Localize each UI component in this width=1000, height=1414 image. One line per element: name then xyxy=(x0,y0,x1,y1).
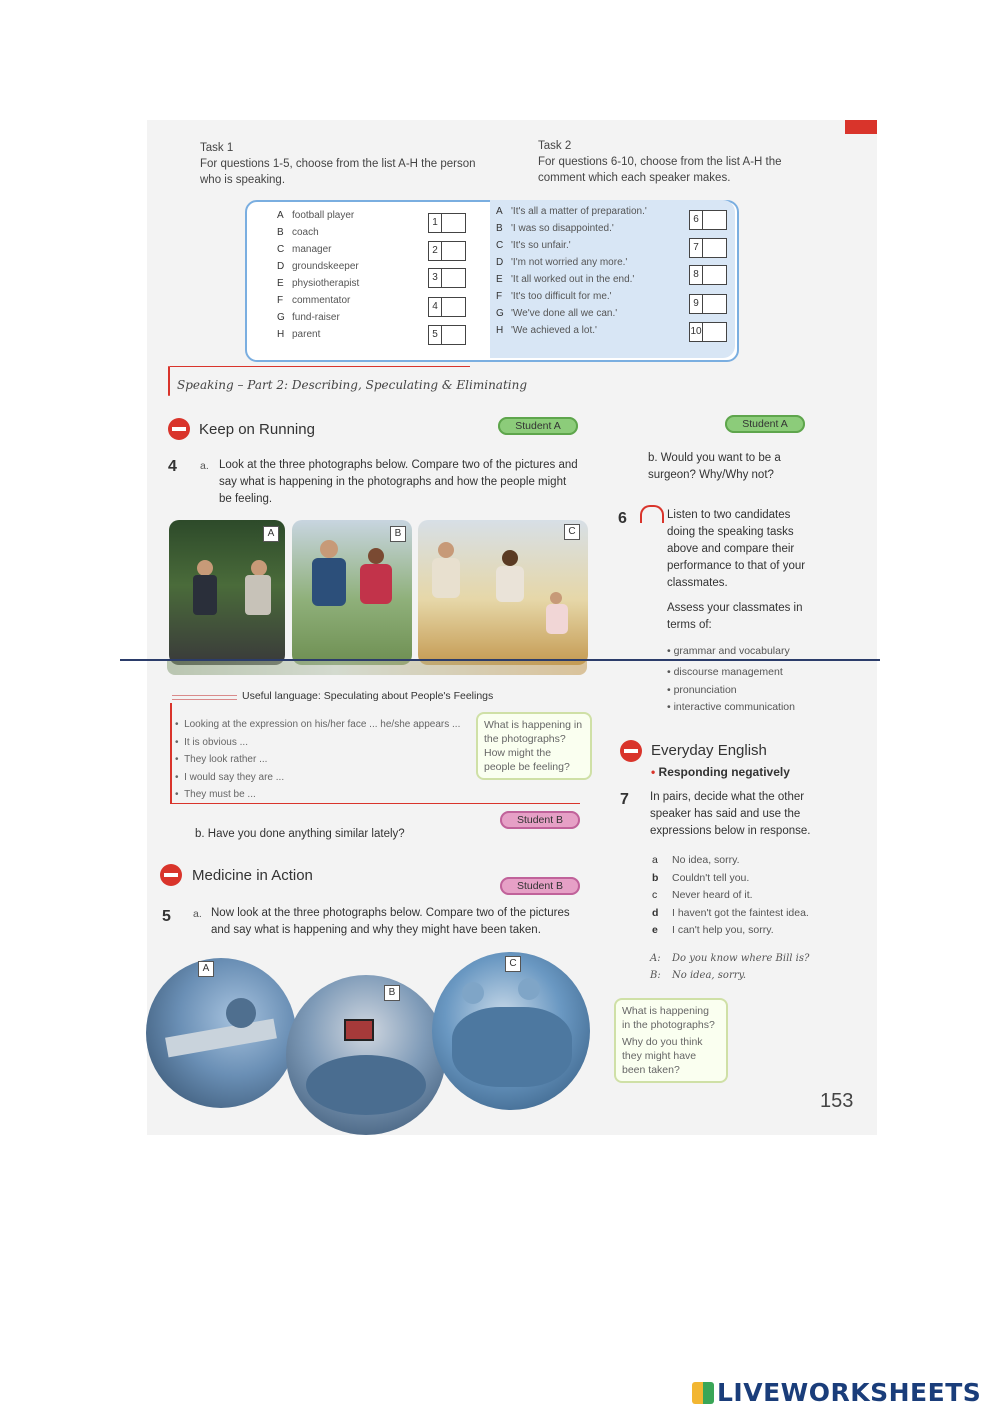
assess-list xyxy=(667,643,790,661)
student-a-badge: Student A xyxy=(725,415,805,433)
assess-item: • pronunciation xyxy=(667,683,737,696)
task2-instruction: For questions 6-10, choose from the list A-H the comment which each speaker makes. xyxy=(538,156,782,184)
liveworksheets-logo: LIVEWORKSHEETS xyxy=(692,1378,981,1407)
list-item: A football player xyxy=(277,210,355,221)
dialogue-line: B: No idea, sorry. xyxy=(650,970,746,981)
task1-instruction: For questions 1-5, choose from the list A-H the person who is speaking. xyxy=(200,158,476,186)
list-item: B 'I was so disappointed.' xyxy=(496,223,614,234)
question-number-5: 5 xyxy=(162,908,171,925)
list-item: B coach xyxy=(277,227,319,238)
photo-family-c xyxy=(418,520,588,665)
answer-box-10[interactable]: 10 xyxy=(689,322,727,342)
list-item: C 'It's so unfair.' xyxy=(496,240,571,251)
headphones-icon xyxy=(640,505,664,523)
useful-sideline xyxy=(170,703,172,803)
answer-box-4[interactable]: 4 xyxy=(428,297,466,317)
assess-item: • grammar and vocabulary xyxy=(667,645,790,657)
photo-joggers-a xyxy=(169,520,285,665)
list-item: H parent xyxy=(277,329,321,340)
useful-language-title: Useful language: Speculating about People's Feelings xyxy=(242,690,494,702)
question-number-7: 7 xyxy=(620,791,629,808)
list-item: H 'We achieved a lot.' xyxy=(496,325,597,336)
photo-surgery-c xyxy=(432,952,590,1110)
comments-list xyxy=(496,206,647,342)
assess-item: • interactive communication xyxy=(667,701,795,713)
speaking-heading: Speaking – Part 2: Describing, Speculating & Eliminating xyxy=(177,378,528,392)
answer-box-7[interactable]: 7 xyxy=(689,238,727,258)
list-item: G fund-raiser xyxy=(277,312,340,323)
useful-list xyxy=(175,716,475,804)
bubble-text: What is happening in the photographs? xyxy=(622,1005,715,1031)
responding-subtitle: • Responding negatively xyxy=(651,765,790,779)
part-letter: a. xyxy=(193,908,202,920)
speech-bubble-medicine xyxy=(614,998,728,1083)
photo-strip-fragment xyxy=(167,661,587,675)
list-item: C manager xyxy=(277,244,332,255)
student-a-badge: Student A xyxy=(498,417,578,435)
everyday-english-title: Everyday English xyxy=(651,742,767,759)
list-item: D groundskeeper xyxy=(277,261,359,272)
listen-text: Listen to two candidates doing the speaking tasks above and compare their performance to that of your classmates. xyxy=(667,509,806,589)
list-item: D 'I'm not worried any more.' xyxy=(496,257,628,268)
answer-box-6[interactable]: 6 xyxy=(689,210,727,230)
question-number-6: 6 xyxy=(618,510,627,527)
question-4b-text: b. Have you done anything similar lately? xyxy=(195,828,405,840)
photo-surgery-b xyxy=(286,975,446,1135)
assess-list-continued xyxy=(667,664,795,717)
useful-item: • They look rather ... xyxy=(175,754,268,765)
task1 xyxy=(200,140,480,188)
answer-box-8[interactable]: 8 xyxy=(689,265,727,285)
useful-item: • Looking at the expression on his/her face ... he/she appears ... xyxy=(175,719,461,730)
assess-text: Assess your classmates in terms of: xyxy=(667,602,803,631)
list-item: E 'It all worked out in the end.' xyxy=(496,274,635,285)
expressions-list xyxy=(652,852,809,940)
question-b-surgeon: b. Would you want to be a surgeon? Why/Why not? xyxy=(648,452,781,481)
question-5a-text: Now look at the three photographs below. Compare two of the pictures and say what is happening and why they might have been taken. xyxy=(211,907,570,936)
photo-label: A xyxy=(263,526,279,542)
part-letter: a. xyxy=(200,460,209,472)
photo-surgery-a xyxy=(146,958,296,1108)
student-b-badge: Student B xyxy=(500,811,580,829)
question-number-4: 4 xyxy=(168,458,177,475)
photo-label: C xyxy=(564,524,580,540)
question-4a-text: Look at the three photographs below. Compare two of the pictures and say what is happening in the photographs and how the people might be feeling. xyxy=(219,459,578,505)
arrow-right-icon xyxy=(160,864,182,886)
dialogue-line: A: Do you know where Bill is? xyxy=(650,953,810,964)
assess-item: • discourse management xyxy=(667,666,783,678)
answer-box-3[interactable]: 3 xyxy=(428,268,466,288)
answer-box-2[interactable]: 2 xyxy=(428,241,466,261)
photo-label: C xyxy=(505,956,521,972)
answer-box-9[interactable]: 9 xyxy=(689,294,727,314)
pairs-text: In pairs, decide what the other speaker has said and use the expressions below in response. xyxy=(650,791,811,837)
list-item: A 'It's all a matter of preparation.' xyxy=(496,206,647,217)
photo-label: B xyxy=(390,526,406,542)
logo-icon xyxy=(692,1382,714,1404)
section-marker xyxy=(168,366,170,396)
expression-item: e I can't help you, sorry. xyxy=(652,924,774,936)
arrow-right-icon xyxy=(620,740,642,762)
bubble-text: Why do you think they might have been taken? xyxy=(622,1036,703,1076)
example-dialogue xyxy=(650,950,809,984)
keep-running-title: Keep on Running xyxy=(199,421,315,438)
useful-rule xyxy=(172,695,237,700)
expression-item: c Never heard of it. xyxy=(652,889,753,901)
photo-label: A xyxy=(198,961,214,977)
useful-item: • I would say they are ... xyxy=(175,771,285,783)
speech-bubble-running: What is happening in the photographs? How might the people be feeling? xyxy=(476,712,592,780)
expression-item: a No idea, sorry. xyxy=(652,854,740,866)
page-number: 153 xyxy=(820,1090,854,1112)
arrow-right-icon xyxy=(168,418,190,440)
list-item: G 'We've done all we can.' xyxy=(496,308,618,319)
answer-box-1[interactable]: 1 xyxy=(428,213,466,233)
medicine-title: Medicine in Action xyxy=(192,867,313,884)
page-corner-decoration xyxy=(845,120,877,134)
useful-item: • They must be ... xyxy=(175,789,256,800)
list-item: F commentator xyxy=(277,295,351,306)
task2-title: Task 2 xyxy=(538,140,572,152)
list-item: E physiotherapist xyxy=(277,278,360,289)
expression-item: d I haven't got the faintest idea. xyxy=(652,906,809,919)
task2 xyxy=(538,138,808,186)
expression-item: b Couldn't tell you. xyxy=(652,871,750,884)
student-b-badge: Student B xyxy=(500,877,580,895)
useful-item: • It is obvious ... xyxy=(175,736,248,748)
answer-box-5[interactable]: 5 xyxy=(428,325,466,345)
section-rule xyxy=(170,366,470,367)
photo-joggers-b xyxy=(292,520,412,665)
people-list xyxy=(277,210,359,346)
task1-title: Task 1 xyxy=(200,142,234,154)
photo-label: B xyxy=(384,985,400,1001)
list-item: F 'It's too difficult for me.' xyxy=(496,291,612,302)
